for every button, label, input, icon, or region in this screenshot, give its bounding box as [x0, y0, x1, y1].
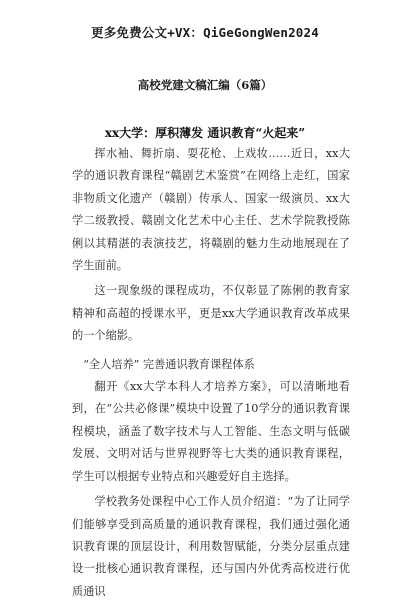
article-body: [72, 143, 350, 603]
paragraph-3: 翻开《xx大学本科人才培养方案》，可以清晰地看到，在“公共必修课”模块中设置了10学分的通识教育课程模块，涵盖了数字技术与人工智能、生态文明与低碳发展、文明对话与世界视野等七大类的通识教育课程，学生可以根据专业特点和兴趣爱好自主选择。: [72, 380, 350, 483]
document-title: 高校党建文稿汇编（6篇）: [137, 78, 273, 92]
promo-banner: 更多免费公文+VX：QiGeGongWen2024: [91, 25, 319, 40]
paragraph-1: 挥水袖、舞折扇、耍花枪、上戏妆……近日，xx大学的通识教育课程“赣剧艺术鉴赏”在网络上走红，国家非物质文化遗产（赣剧）传承人、国家一级演员、xx大学二级教授、赣剧文化艺术中心主任、艺术学院教授陈俐以其精湛的表演技艺，将赣剧的魅力生动地展现在了学生面前。: [72, 147, 350, 273]
paragraph-2: 这一现象级的课程成功，不仅彰显了陈俐的教育家精神和高超的授课水平，更是xx大学通识教育改革成果的一个缩影。: [72, 284, 350, 343]
article-title: xx大学：厚积薄发 通识教育“火起来”: [104, 126, 306, 140]
paragraph-4: 学校教务处课程中心工作人员介绍道：“为了让同学们能够享受到高质量的通识教育课程，我们通过强化通识教育课的顶层设计，利用数智赋能，分类分层重点建设一批核心通识教育课程，还与国内外优秀高校进行优质通识: [72, 495, 350, 598]
section-heading: “全人培养” 完善通识教育课程体系: [83, 357, 255, 371]
